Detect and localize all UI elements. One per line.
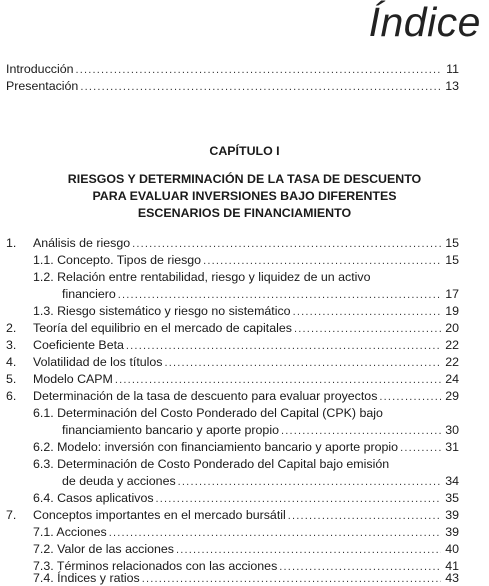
toc-entry-modelo-capm[interactable] <box>33 372 459 388</box>
leader-dots <box>379 390 441 405</box>
toc-entry-analisis-de-riesgo[interactable] <box>33 236 459 252</box>
chapter-title-line: RIESGOS Y DETERMINACIÓN DE LA TASA DE DESCUENTO <box>67 172 422 186</box>
leader-dots <box>178 475 441 490</box>
entry-page: 40 <box>445 542 459 556</box>
toc-entry-1-1[interactable] <box>33 253 459 269</box>
entry-label: 7.1. Acciones <box>33 525 107 539</box>
leader-dots <box>115 373 441 388</box>
section-number: 1. <box>6 236 17 250</box>
toc-entry-introduccion[interactable] <box>6 62 459 78</box>
section-number: 5. <box>6 372 17 386</box>
entry-page: 43 <box>445 571 459 585</box>
toc-entry-1-2[interactable] <box>62 287 459 303</box>
leader-dots <box>165 356 442 371</box>
entry-page: 35 <box>445 491 459 505</box>
leader-dots <box>109 526 441 541</box>
entry-label: Conceptos importantes en el mercado bursátil <box>33 508 286 522</box>
leader-dots <box>288 509 441 524</box>
entry-label: Determinación de la tasa de descuento para evaluar proyectos <box>33 389 378 403</box>
entry-label: 1.3. Riesgo sistemático y riesgo no sistemático <box>33 304 291 318</box>
entry-label: Análisis de riesgo <box>33 236 131 250</box>
entry-label: Modelo CAPM <box>33 372 113 386</box>
entry-page: 19 <box>445 304 459 318</box>
toc-entry-coeficiente-beta[interactable] <box>33 338 459 354</box>
entry-page: 41 <box>445 559 459 573</box>
entry-label: 7.3. Términos relacionados con las acciones <box>33 559 278 573</box>
toc-entry-7-4[interactable] <box>33 571 459 586</box>
entry-page: 13 <box>445 79 459 93</box>
entry-label: 6.2. Modelo: inversión con financiamiento bancario y aporte propio <box>33 440 399 454</box>
leader-dots <box>156 492 441 507</box>
toc-entry-7-1[interactable] <box>33 525 459 541</box>
entry-page: 24 <box>445 372 459 386</box>
entry-label: Volatilidad de los títulos <box>33 355 163 369</box>
leader-dots <box>176 543 441 558</box>
entry-label: 6.4. Casos aplicativos <box>33 491 154 505</box>
toc-entry-1-2-line1[interactable]: 1.2. Relación entre rentabilidad, riesgo y liquidez de un activo <box>33 270 371 284</box>
leader-dots <box>293 305 441 320</box>
entry-label: Teoría del equilibrio en el mercado de capitales <box>33 321 292 335</box>
entry-page: 11 <box>446 62 459 76</box>
entry-page: 17 <box>445 287 459 301</box>
leader-dots <box>132 237 441 252</box>
chapter-label: CAPÍTULO I <box>209 144 280 158</box>
entry-page: 15 <box>445 236 459 250</box>
toc-entry-6-1[interactable] <box>62 423 459 439</box>
entry-label: 7.4. Índices y ratios <box>33 571 140 585</box>
toc-entry-6-2[interactable] <box>33 440 459 456</box>
leader-dots <box>203 254 441 269</box>
toc-entry-mercado-bursatil[interactable] <box>33 508 459 524</box>
toc-entry-presentacion[interactable] <box>6 79 459 95</box>
toc-entry-1-3[interactable] <box>33 304 459 320</box>
entry-label: financiero <box>62 287 116 301</box>
chapter-title-line: PARA EVALUAR INVERSIONES BAJO DIFERENTES <box>92 189 397 203</box>
entry-page: 22 <box>445 355 459 369</box>
leader-dots <box>281 424 441 439</box>
section-number: 3. <box>6 338 17 352</box>
section-number: 7. <box>6 508 17 522</box>
section-number: 2. <box>6 321 17 335</box>
leader-dots <box>80 80 441 95</box>
chapter-title-line: ESCENARIOS DE FINANCIAMIENTO <box>137 206 352 220</box>
entry-page: 29 <box>445 389 459 403</box>
entry-label: Presentación <box>6 79 79 93</box>
entry-label: de deuda y acciones <box>62 474 176 488</box>
entry-page: 22 <box>445 338 459 352</box>
toc-entry-teoria-equilibrio[interactable] <box>33 321 459 337</box>
section-number: 6. <box>6 389 17 403</box>
entry-label: 7.2. Valor de las acciones <box>33 542 174 556</box>
entry-page: 31 <box>445 440 459 454</box>
entry-label: financiamiento bancario y aporte propio <box>62 423 279 437</box>
entry-label: Introducción <box>6 62 74 76</box>
leader-dots <box>142 572 441 586</box>
entry-label: 1.1. Concepto. Tipos de riesgo <box>33 253 202 267</box>
toc-entry-6-1-line1[interactable]: 6.1. Determinación del Costo Ponderado del Capital (CPK) bajo <box>33 406 383 420</box>
entry-page: 39 <box>445 525 459 539</box>
toc-entry-volatilidad[interactable] <box>33 355 459 371</box>
leader-dots <box>76 63 441 78</box>
toc-entry-6-3[interactable] <box>62 474 459 490</box>
leader-dots <box>118 288 441 303</box>
leader-dots <box>400 441 441 456</box>
page-title: Índice <box>368 0 481 45</box>
entry-page: 34 <box>445 474 459 488</box>
leader-dots <box>294 322 441 337</box>
entry-label: Coeficiente Beta <box>33 338 124 352</box>
leader-dots <box>126 339 441 354</box>
chapter-title <box>0 171 489 222</box>
entry-page: 39 <box>445 508 459 522</box>
toc-entry-6-3-line1[interactable]: 6.3. Determinación de Costo Ponderado del Capital bajo emisión <box>33 457 390 471</box>
section-number: 4. <box>6 355 17 369</box>
entry-page: 15 <box>445 253 459 267</box>
toc-entry-6-4[interactable] <box>33 491 459 507</box>
entry-page: 30 <box>445 423 459 437</box>
toc-entry-7-2[interactable] <box>33 542 459 558</box>
entry-page: 20 <box>445 321 459 335</box>
toc-entry-tasa-descuento[interactable] <box>33 389 459 405</box>
